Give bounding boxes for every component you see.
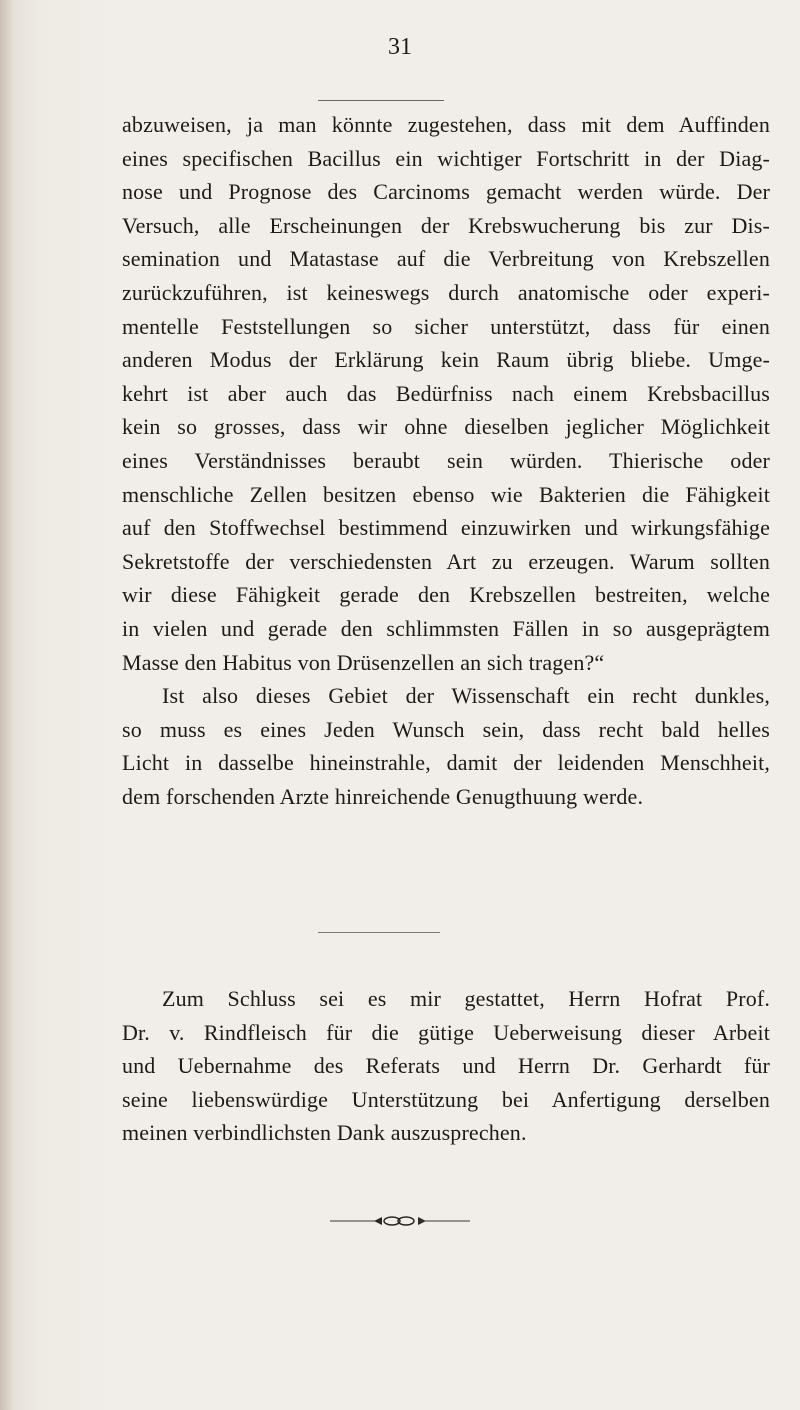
text-line: Ist also dieses Gebiet der Wissenschaft ein recht dunkles, [162, 683, 770, 709]
text-line: so muss es eines Jeden Wunsch sein, dass recht bald helles [122, 716, 770, 742]
text-line: anderen Modus der Erklärung kein Raum übrig bliebe. Umge- [122, 347, 770, 373]
text-line: kehrt ist aber auch das Bedürfniss nach einem Krebsbacillus [122, 380, 770, 406]
text-line: eines Verständnisses beraubt sein würden. Thierische oder [122, 447, 770, 473]
text-line: seine liebenswürdige Unterstützung bei Anfertigung derselben [122, 1086, 770, 1112]
text-line: und Uebernahme des Referats und Herrn Dr. Gerhardt für [122, 1053, 770, 1079]
text-line: in vielen und gerade den schlimmsten Fällen in so ausgeprägtem [122, 615, 770, 641]
text-line: eines specifischen Bacillus ein wichtiger Fortschritt in der Diag- [122, 145, 770, 171]
binding-shadow [0, 0, 14, 1410]
text-line: abzuweisen, ja man könnte zugestehen, dass mit dem Auffinden [122, 112, 770, 137]
text-line: mentelle Feststellungen so sicher unterstützt, dass für einen [122, 313, 770, 339]
text-line: kein so grosses, dass wir ohne dieselben jeglicher Möglichkeit [122, 414, 770, 440]
text-line: Licht in dasselbe hineinstrahle, damit der leidenden Menschheit, [122, 750, 770, 776]
page-number: 31 [388, 34, 412, 60]
text-line: meinen verbindlichsten Dank auszusprechen. [122, 1120, 527, 1146]
main-text [122, 108, 770, 813]
text-line: Zum Schluss sei es mir gestattet, Herrn Hofrat Prof. [162, 986, 770, 1011]
acknowledgement-text [122, 982, 770, 1150]
text-line: Masse den Habitus von Drüsenzellen an sich tragen?“ [122, 649, 605, 675]
text-line: Dr. v. Rindfleisch für die gütige Ueberweisung dieser Arbeit [122, 1019, 770, 1045]
text-line: semination und Matastase auf die Verbreitung von Krebszellen [122, 246, 770, 272]
text-line: auf den Stoffwechsel bestimmend einzuwirken und wirkungsfähige [122, 515, 770, 541]
end-ornament-icon [330, 1214, 470, 1228]
text-line: menschliche Zellen besitzen ebenso wie Bakterien die Fähigkeit [122, 481, 770, 507]
text-line: Versuch, alle Erscheinungen der Krebswucherung bis zur Dis- [122, 212, 770, 238]
text-line: Sekretstoffe der verschiedensten Art zu erzeugen. Warum sollten [122, 548, 770, 574]
section-divider [318, 932, 440, 933]
text-line: dem forschenden Arzte hinreichende Genugthuung werde. [122, 783, 644, 809]
text-line: zurückzuführen, ist keineswegs durch anatomische oder experi- [122, 279, 770, 305]
header-rule [318, 100, 444, 101]
text-line: wir diese Fähigkeit gerade den Krebszellen bestreiten, welche [122, 582, 770, 608]
text-line: nose und Prognose des Carcinoms gemacht werden würde. Der [122, 179, 770, 205]
